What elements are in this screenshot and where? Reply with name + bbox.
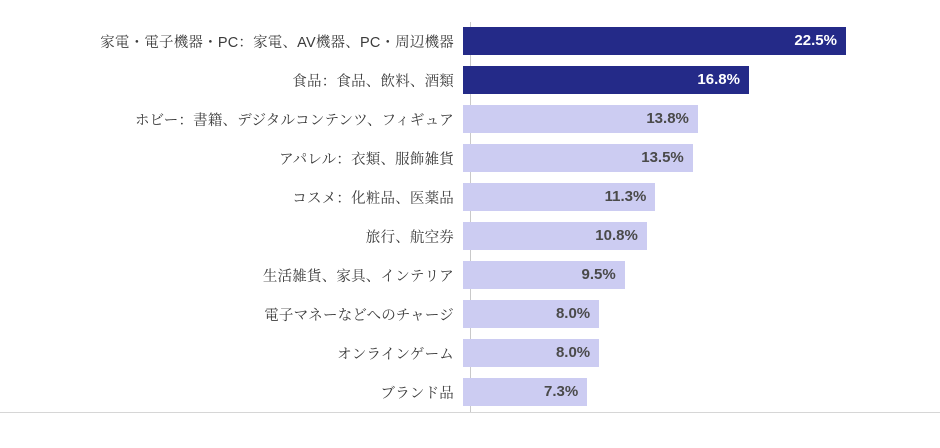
bar-zone [462,61,940,100]
bar-row [0,22,940,61]
bar-row [0,100,940,139]
bar-value-label: 8.0% [555,305,591,322]
bar-value-label: 7.3% [544,383,579,400]
category-label: 家電・電子機器・PC：家電、AV機器、PC・周辺機器 [100,35,454,51]
bar-zone [462,178,940,217]
bar-zone [462,22,940,61]
category-label: 電子マネーなどへのチャージ [264,308,454,324]
bar-row [0,295,940,334]
category-label: ホビー：書籍、デジタルコンテンツ、フィギュア [134,113,454,129]
bar-row [0,61,940,100]
bar-zone [462,373,940,412]
bar-value-label: 11.3% [604,188,647,205]
category-label: アパレル：衣類、服飾雑貨 [279,152,454,168]
plot-area [0,22,940,412]
bar-zone [462,295,940,334]
bar-row [0,217,940,256]
bar-value-label: 13.5% [641,149,684,166]
bar-rows [0,22,940,412]
bar-zone [462,100,940,139]
bar-value-label: 9.5% [581,266,616,283]
bar-row [0,256,940,295]
bar-row [0,334,940,373]
bar-row [0,139,940,178]
category-label: ブランド品 [380,386,454,402]
bar-zone [462,139,940,178]
bar-value-label: 10.8% [595,227,638,244]
bar-value-label: 16.8% [697,71,740,88]
bar-zone [462,256,940,295]
bar-value-label: 13.8% [646,110,689,127]
bar-zone [462,217,940,256]
bar-value-label: 22.5% [794,32,837,49]
category-label: 生活雑貨、家具、インテリア [262,269,454,285]
chart-baseline [0,412,940,413]
category-label: コスメ：化粧品、医薬品 [292,191,454,207]
bar-row [0,178,940,217]
category-label: 食品：食品、飲料、酒類 [292,74,454,90]
bar-row [0,373,940,412]
bar-value-label: 8.0% [555,344,591,361]
category-label: オンラインゲーム [337,347,454,363]
bar-zone [462,334,940,373]
category-label: 旅行、航空券 [365,230,454,246]
